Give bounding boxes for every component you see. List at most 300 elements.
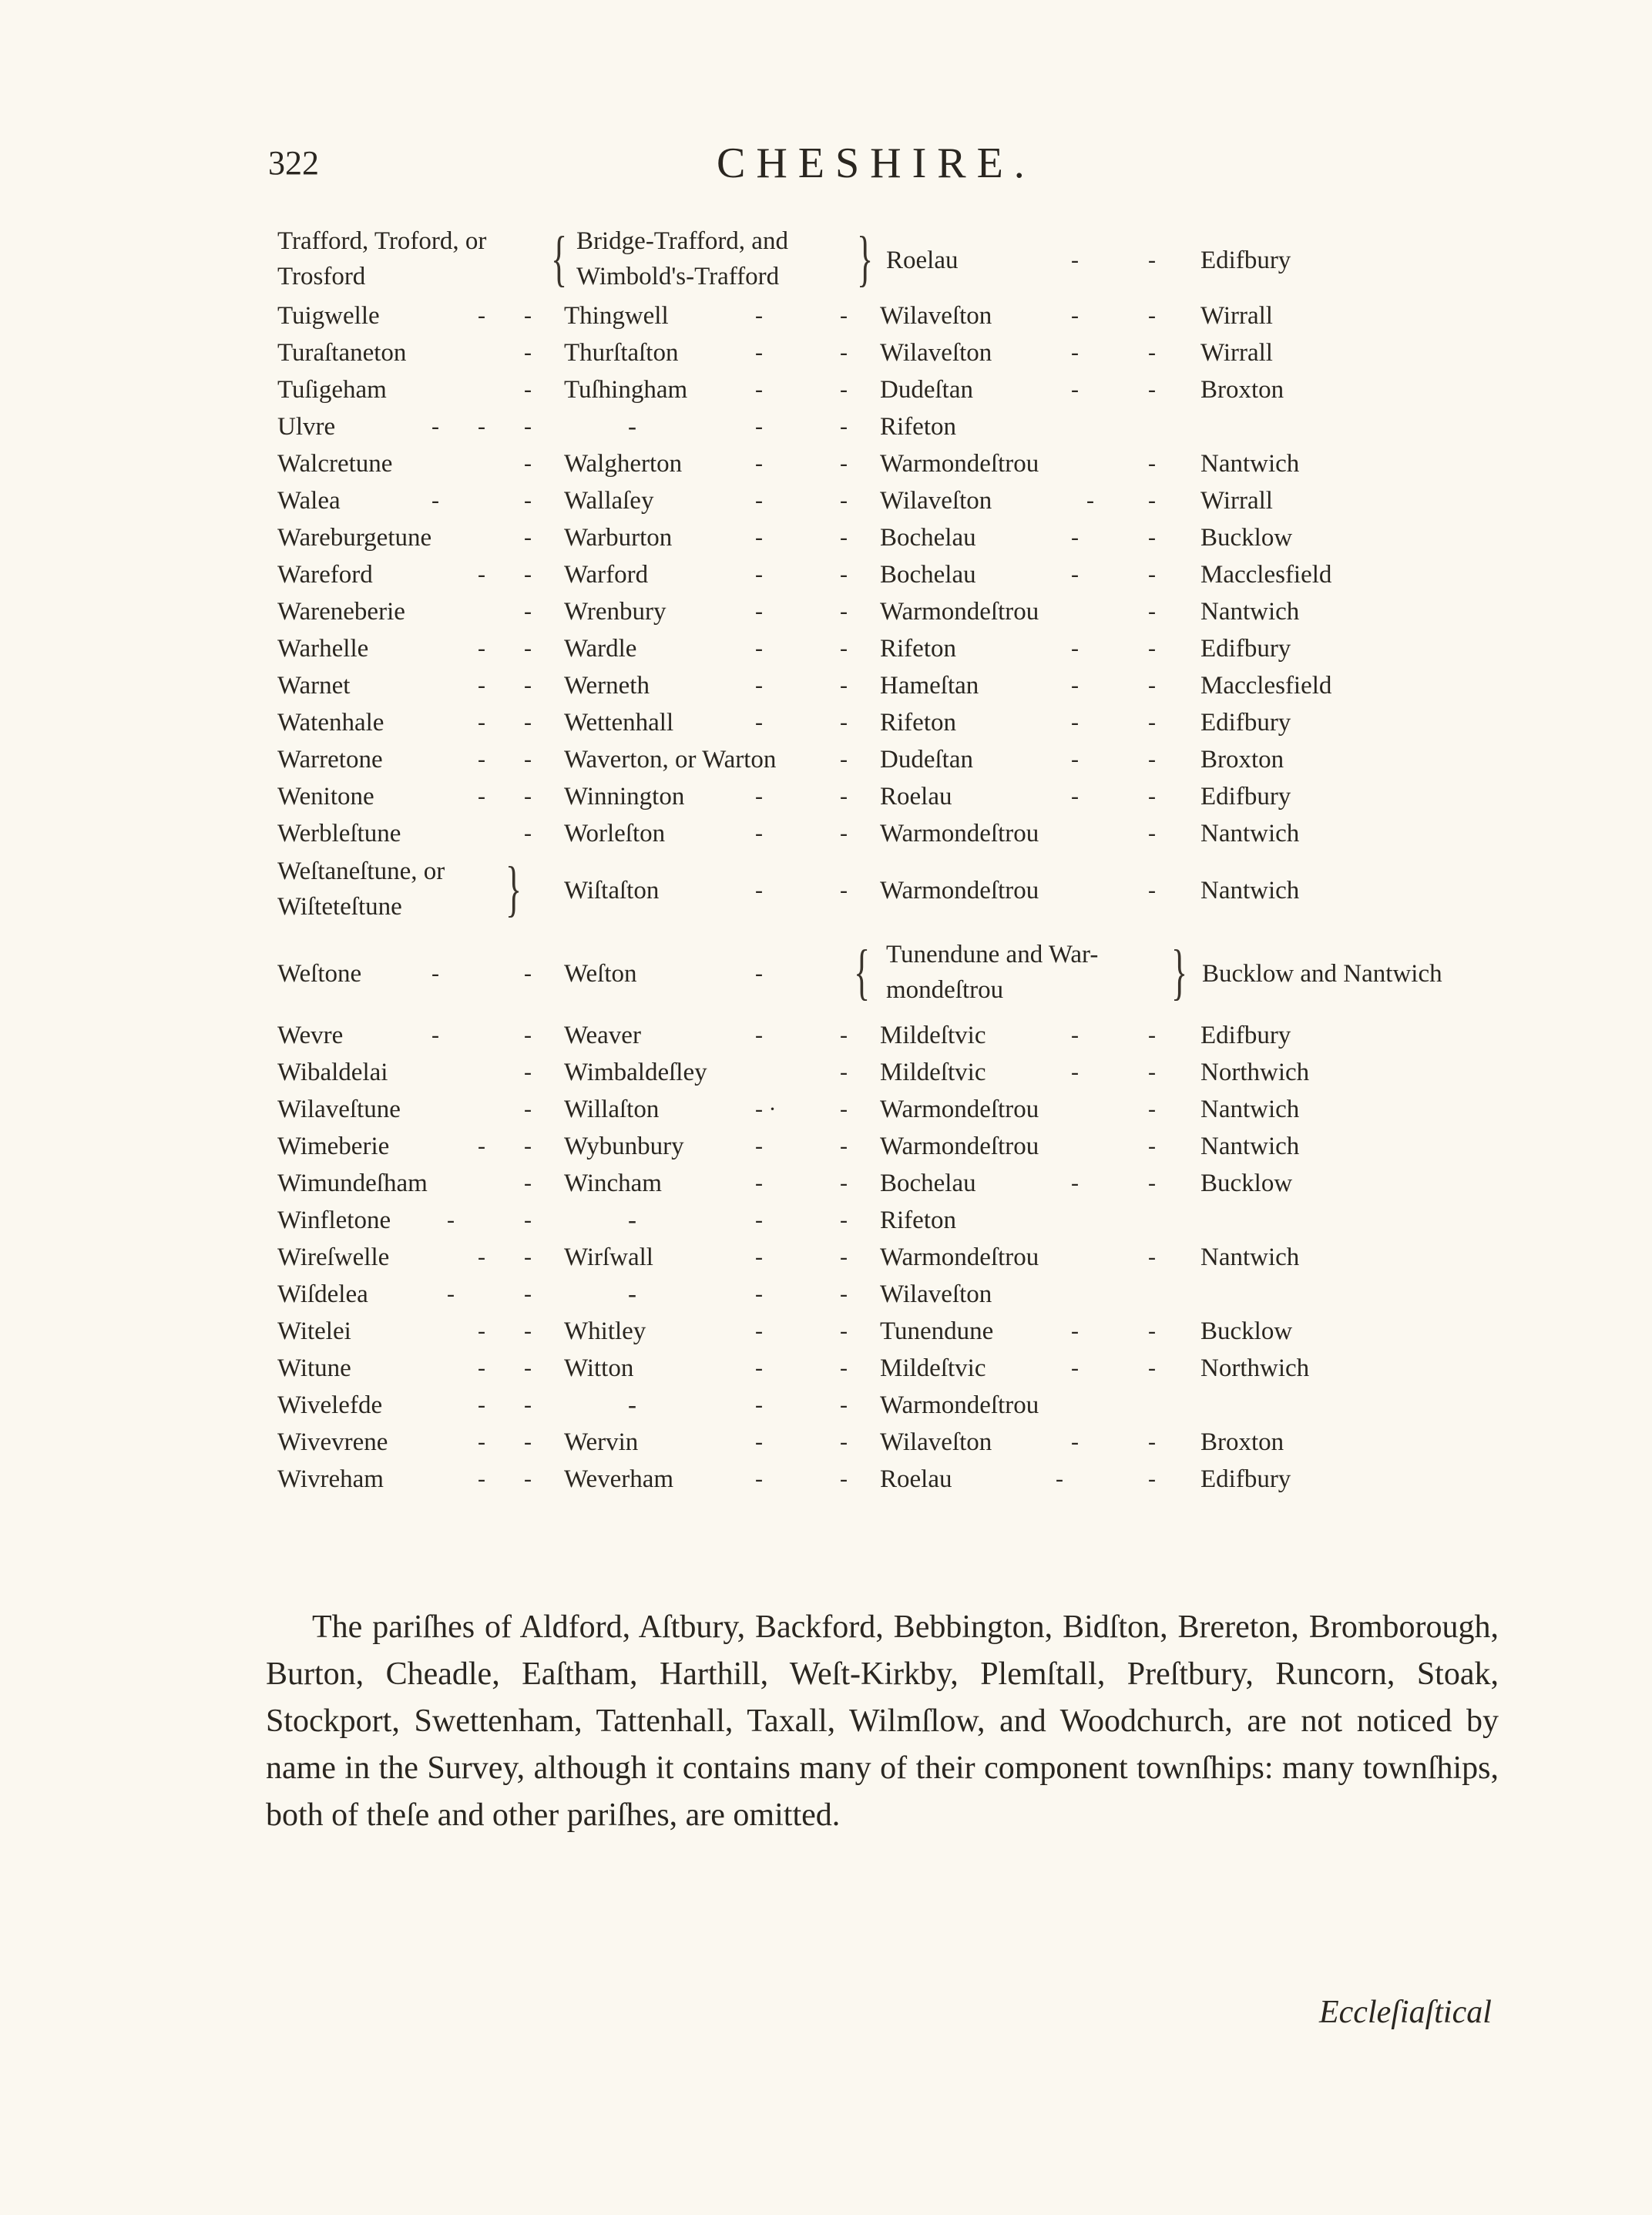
- domesday-name: Warretone: [277, 746, 383, 774]
- leader-dash: -: [840, 747, 848, 772]
- leader-dash: -: [524, 377, 532, 402]
- table-row: [277, 778, 1526, 815]
- leader-dash: -: [840, 821, 848, 846]
- leader-dash: -: [840, 1096, 848, 1122]
- leader-dash: -: [755, 1133, 763, 1159]
- leader-dash: -: [755, 599, 763, 624]
- domesday-name: Werbleſtune: [277, 820, 401, 847]
- leader-dash: -: [755, 377, 763, 402]
- modern-name: Wimbaldeſley: [564, 1059, 707, 1086]
- leader-dash: -: [755, 1281, 763, 1307]
- domesday-name: Wibaldelai: [277, 1059, 388, 1086]
- modern-name: -: [628, 1280, 636, 1308]
- domesday-name: Tuſigeham: [277, 376, 387, 404]
- leader-dash: -: [840, 562, 848, 587]
- leader-dash: -: [755, 1244, 763, 1270]
- hundred: Wilaveſton: [880, 487, 992, 515]
- leader-dash: -: [478, 710, 485, 735]
- domesday-name: Wimundeſham: [277, 1170, 428, 1197]
- leader-dash: -: [840, 303, 848, 328]
- domesday-name: Trafford, Troford, or Trosford: [277, 227, 487, 290]
- leader-dash: -: [1148, 1244, 1156, 1270]
- modern-name: Bridge-Trafford, and Wimbold's-Trafford: [576, 227, 788, 290]
- leader-dash: -: [524, 525, 532, 550]
- leader-dash: -: [478, 1318, 485, 1344]
- leader-dash: -: [755, 1207, 763, 1233]
- modern-name: Winnington: [564, 783, 685, 810]
- table-row: [277, 1239, 1526, 1276]
- domesday-name: Witune: [277, 1354, 351, 1382]
- leader-dash: -: [840, 599, 848, 624]
- leader-dash: -: [524, 1096, 532, 1122]
- modern-name: Waverton, or Warton: [564, 746, 777, 774]
- leader-dash: -: [478, 1355, 485, 1381]
- table-row: [277, 482, 1526, 519]
- leader-dash: -: [524, 414, 532, 439]
- leader-dash: -: [1071, 562, 1079, 587]
- hundred: Mildeſtvic: [880, 1022, 986, 1049]
- hundred: Warmondeſtrou: [880, 1096, 1039, 1123]
- county-division: Edifbury: [1200, 783, 1291, 810]
- table-row: [277, 1054, 1526, 1091]
- domesday-name: Warnet: [277, 672, 351, 700]
- hundred: Bochelau: [880, 1170, 976, 1197]
- page-number: 322: [268, 144, 319, 182]
- domesday-name: Wiſdelea: [277, 1280, 368, 1308]
- leader-dash: -: [1148, 1096, 1156, 1122]
- domesday-name: Wenitone: [277, 783, 374, 810]
- hundred: Tunendune: [880, 1317, 994, 1345]
- leader-dash: -: [478, 784, 485, 809]
- leader-dash: -: [1148, 599, 1156, 624]
- leader-dash: -: [524, 710, 532, 735]
- modern-name: Thurſtaſton: [564, 339, 679, 367]
- leader-dash: -: [755, 1392, 763, 1418]
- domesday-name: Wareburgetune: [277, 524, 432, 552]
- county-division: Macclesfield: [1200, 561, 1332, 589]
- modern-name: Walgherton: [564, 450, 683, 478]
- catchword: Eccleſiaſtical: [1319, 1995, 1492, 2030]
- right-brace-icon: }: [505, 855, 522, 923]
- modern-name: Wincham: [564, 1170, 662, 1197]
- county-division: Macclesfield: [1200, 672, 1332, 700]
- leader-dash: -: [755, 1466, 763, 1492]
- leader-dash: -: [755, 961, 763, 986]
- table-row: [277, 667, 1526, 704]
- leader-dash: -: [1148, 525, 1156, 550]
- leader-dash: -: [1148, 1466, 1156, 1492]
- county-division: Nantwich: [1200, 598, 1300, 626]
- hundred: Roelau: [886, 247, 959, 274]
- hundred: Warmondeſtrou: [880, 820, 1039, 847]
- modern-name: Wiſtaſton: [564, 877, 660, 904]
- hundred: Rifeton: [880, 635, 956, 663]
- leader-dash: -: [755, 414, 763, 439]
- leader-dash: -: [1071, 1318, 1079, 1344]
- modern-name: Wardle: [564, 635, 637, 663]
- leader-dash: -: [840, 1281, 848, 1307]
- leader-dash: -: [431, 1022, 439, 1048]
- county-division: Bucklow: [1200, 1170, 1293, 1197]
- leader-dash: -: [840, 710, 848, 735]
- table-row: [277, 223, 1526, 297]
- leader-dash: -: [524, 1133, 532, 1159]
- leader-dash: -: [1071, 525, 1079, 550]
- county-division: Broxton: [1200, 376, 1284, 404]
- hundred: Warmondeſtrou: [880, 1133, 1039, 1160]
- modern-name: Werneth: [564, 672, 650, 700]
- table-row: [277, 408, 1526, 445]
- table-row: [277, 1313, 1526, 1350]
- domesday-name: Witelei: [277, 1317, 351, 1345]
- table-row: [277, 1165, 1526, 1202]
- left-brace-icon: {: [854, 938, 871, 1006]
- page-header: [0, 139, 1652, 200]
- leader-dash: -: [447, 1281, 455, 1307]
- leader-dash: -: [431, 414, 439, 439]
- leader-dash: -: [1071, 1022, 1079, 1048]
- leader-dash: -: [840, 1318, 848, 1344]
- leader-dash: -: [840, 1133, 848, 1159]
- table-row: [277, 815, 1526, 852]
- leader-dash: -: [524, 1281, 532, 1307]
- leader-dash: -: [524, 1318, 532, 1344]
- leader-dash: -: [1148, 488, 1156, 513]
- leader-dash: -: [478, 1133, 485, 1159]
- leader-dash: -: [840, 1355, 848, 1381]
- table-row: [277, 1202, 1526, 1239]
- leader-dash: -: [755, 451, 763, 476]
- domesday-name: Wevre: [277, 1022, 344, 1049]
- leader-dash: -: [478, 303, 485, 328]
- leader-dash: -: [478, 1244, 485, 1270]
- leader-dash: -: [1071, 636, 1079, 661]
- hundred: Tunendune and War-mondeſtrou: [886, 941, 1099, 1004]
- leader-dash: -: [478, 636, 485, 661]
- domesday-name: Wivreham: [277, 1465, 384, 1493]
- leader-dash: -: [1148, 673, 1156, 698]
- leader-dash: -: [840, 1466, 848, 1492]
- county-division: Nantwich: [1200, 1243, 1300, 1271]
- leader-dash: -: [840, 878, 848, 903]
- modern-name: Wybunbury: [564, 1133, 684, 1160]
- leader-dash: -: [524, 340, 532, 365]
- left-brace-icon: {: [551, 225, 568, 293]
- modern-name: Wettenhall: [564, 709, 674, 737]
- leader-dash: -: [1071, 1429, 1079, 1455]
- leader-dash: -: [840, 1022, 848, 1048]
- county-division: Edifbury: [1200, 1465, 1291, 1493]
- domesday-name: Winfletone: [277, 1207, 391, 1234]
- table-row: [277, 1350, 1526, 1387]
- hundred: Wilaveſton: [880, 1428, 992, 1456]
- domesday-name: Ulvre: [277, 413, 336, 441]
- leader-dash: -: [447, 1207, 455, 1233]
- county-division: Wirrall: [1200, 487, 1273, 515]
- table-row: [277, 1387, 1526, 1424]
- domesday-name: Warhelle: [277, 635, 369, 663]
- leader-dash: -: [478, 1392, 485, 1418]
- hundred: Roelau: [880, 783, 952, 810]
- leader-dash: -: [524, 784, 532, 809]
- leader-dash: -: [524, 451, 532, 476]
- leader-dash: -: [755, 636, 763, 661]
- leader-dash: -: [840, 414, 848, 439]
- domesday-name: Wireſwelle: [277, 1243, 390, 1271]
- table-row: [277, 1017, 1526, 1054]
- modern-name: Warburton: [564, 524, 673, 552]
- modern-name: Willaſton: [564, 1096, 660, 1123]
- county-division: Wirrall: [1200, 302, 1273, 330]
- note-paragraph: The pariſhes of Aldford, Aſtbury, Backford, Bebbington, Bidſton, Brereton, Bromborough, Burton, Cheadle, Eaſtham, Harthill, Weſt-Kirkby, Plemſtall, Preſtbury, Runcorn, Stoak, Stockport, Swettenham, Tattenhall, Taxall, Wilmſlow, and Woodchurch, are not noticed by name in the Survey, although it contains many of their component townſhips: many townſhips, both of theſe and other pariſhes, are omitted.: [266, 1609, 1499, 1833]
- leader-dash: -: [1148, 636, 1156, 661]
- county-division: Northwich: [1200, 1354, 1310, 1382]
- table-row: [277, 704, 1526, 741]
- county-division: Nantwich: [1200, 820, 1300, 847]
- hundred: Warmondeſtrou: [880, 598, 1039, 626]
- leader-dash: -: [1148, 377, 1156, 402]
- leader-dash: -: [1148, 340, 1156, 365]
- leader-dash: -: [755, 1170, 763, 1196]
- modern-name: Weaver: [564, 1022, 641, 1049]
- leader-dash: -: [755, 1318, 763, 1344]
- county-division: Bucklow: [1200, 524, 1293, 552]
- domesday-name: Weſtone: [277, 960, 362, 988]
- table-row: [277, 630, 1526, 667]
- county-division: Bucklow and Nantwich: [1202, 960, 1442, 988]
- leader-dash: -: [1148, 1170, 1156, 1196]
- table-row: [277, 937, 1526, 1011]
- leader-dash: -: [840, 451, 848, 476]
- hundred: Bochelau: [880, 561, 976, 589]
- hundred: Dudeſtan: [880, 376, 973, 404]
- leader-dash: -: [524, 1207, 532, 1233]
- leader-dash: -: [524, 303, 532, 328]
- leader-dash: -: [524, 1429, 532, 1455]
- county-division: Bucklow: [1200, 1317, 1293, 1345]
- modern-name: Thingwell: [564, 302, 669, 330]
- modern-name: Wallaſey: [564, 487, 654, 515]
- modern-name: Warford: [564, 561, 649, 589]
- leader-dash: -: [524, 636, 532, 661]
- leader-dash: -: [1148, 1022, 1156, 1048]
- leader-dash: -: [1071, 247, 1079, 273]
- domesday-name: Turaſtaneton: [277, 339, 407, 367]
- leader-dash: -: [755, 525, 763, 550]
- domesday-name: Wivelefde: [277, 1391, 383, 1419]
- running-title: CHESHIRE.: [717, 139, 1036, 187]
- leader-dash: -: [524, 1244, 532, 1270]
- leader-dash: -: [1071, 673, 1079, 698]
- hundred: Mildeſtvic: [880, 1059, 986, 1086]
- leader-dash: -: [840, 488, 848, 513]
- table-row: [277, 556, 1526, 593]
- table-row: [277, 445, 1526, 482]
- modern-name: Weverham: [564, 1465, 674, 1493]
- leader-dash: -: [1148, 303, 1156, 328]
- hundred: Warmondeſtrou: [880, 1243, 1039, 1271]
- leader-dash: -: [1148, 247, 1156, 273]
- modern-name: -: [628, 413, 636, 441]
- leader-dash: -: [1148, 1355, 1156, 1381]
- hundred: Roelau: [880, 1465, 952, 1493]
- county-division: Broxton: [1200, 1428, 1284, 1456]
- leader-dash: -: [1148, 784, 1156, 809]
- table-row: [277, 1424, 1526, 1461]
- county-division: Edifbury: [1200, 1022, 1291, 1049]
- leader-dash: - ·: [755, 1096, 777, 1122]
- modern-name: -: [628, 1391, 636, 1419]
- modern-name: Wirſwall: [564, 1243, 653, 1271]
- county-division: Nantwich: [1200, 450, 1300, 478]
- leader-dash: -: [1071, 377, 1079, 402]
- hundred: Hameſtan: [880, 672, 979, 700]
- leader-dash: -: [524, 1392, 532, 1418]
- leader-dash: -: [524, 1059, 532, 1085]
- leader-dash: -: [1148, 878, 1156, 903]
- domesday-name: Wivevrene: [277, 1428, 388, 1456]
- modern-name: Witton: [564, 1354, 634, 1382]
- hundred: Warmondeſtrou: [880, 450, 1039, 478]
- leader-dash: -: [840, 784, 848, 809]
- county-division: Edifbury: [1200, 635, 1291, 663]
- domesday-name: Weſtaneſtune, or Wiſteteſtune: [277, 857, 445, 921]
- hundred: Wilaveſton: [880, 302, 992, 330]
- table-row: [277, 371, 1526, 408]
- leader-dash: -: [1148, 747, 1156, 772]
- leader-dash: -: [524, 562, 532, 587]
- leader-dash: -: [478, 1429, 485, 1455]
- modern-name: Weſton: [564, 960, 637, 988]
- leader-dash: -: [1086, 488, 1094, 513]
- leader-dash: -: [524, 1466, 532, 1492]
- leader-dash: -: [478, 747, 485, 772]
- leader-dash: -: [840, 1392, 848, 1418]
- leader-dash: -: [524, 1355, 532, 1381]
- county-division: Edifbury: [1200, 709, 1291, 737]
- leader-dash: -: [840, 525, 848, 550]
- leader-dash: -: [755, 1429, 763, 1455]
- leader-dash: -: [478, 673, 485, 698]
- domesday-name: Wareford: [277, 561, 373, 589]
- hundred: Rifeton: [880, 709, 956, 737]
- leader-dash: -: [840, 1207, 848, 1233]
- domesday-name: Tuigwelle: [277, 302, 380, 330]
- leader-dash: -: [840, 377, 848, 402]
- leader-dash: -: [1071, 303, 1079, 328]
- hundred: Mildeſtvic: [880, 1354, 986, 1382]
- table-row: [277, 519, 1526, 556]
- county-division: Nantwich: [1200, 1133, 1300, 1160]
- leader-dash: -: [840, 340, 848, 365]
- domesday-name: Walcretune: [277, 450, 393, 478]
- leader-dash: -: [840, 1170, 848, 1196]
- leader-dash: -: [755, 340, 763, 365]
- leader-dash: -: [478, 414, 485, 439]
- hundred: Warmondeſtrou: [880, 877, 1039, 904]
- leader-dash: -: [524, 488, 532, 513]
- domesday-name: Wareneberie: [277, 598, 405, 626]
- leader-dash: -: [755, 562, 763, 587]
- leader-dash: -: [431, 961, 439, 986]
- modern-name: Tuſhingham: [564, 376, 688, 404]
- leader-dash: -: [755, 878, 763, 903]
- leader-dash: -: [755, 821, 763, 846]
- table-row: [277, 1128, 1526, 1165]
- table-row: [277, 1091, 1526, 1128]
- leader-dash: -: [1148, 1059, 1156, 1085]
- table-row: [277, 593, 1526, 630]
- leader-dash: -: [524, 961, 532, 986]
- leader-dash: -: [1056, 1466, 1063, 1492]
- leader-dash: -: [1071, 747, 1079, 772]
- leader-dash: -: [1148, 1133, 1156, 1159]
- hundred: Wilaveſton: [880, 339, 992, 367]
- leader-dash: -: [755, 710, 763, 735]
- county-division: Nantwich: [1200, 1096, 1300, 1123]
- hundred: Warmondeſtrou: [880, 1391, 1039, 1419]
- hundred: Bochelau: [880, 524, 976, 552]
- leader-dash: -: [1071, 784, 1079, 809]
- domesday-name: Walea: [277, 487, 341, 515]
- county-division: Nantwich: [1200, 877, 1300, 904]
- county-division: Northwich: [1200, 1059, 1310, 1086]
- hundred: Rifeton: [880, 1207, 956, 1234]
- leader-dash: -: [1071, 710, 1079, 735]
- leader-dash: -: [840, 1244, 848, 1270]
- domesday-name: Wimeberie: [277, 1133, 390, 1160]
- table-row: [277, 297, 1526, 334]
- leader-dash: -: [1148, 821, 1156, 846]
- leader-dash: -: [478, 1466, 485, 1492]
- hundred: Wilaveſton: [880, 1280, 992, 1308]
- leader-dash: -: [840, 1429, 848, 1455]
- table-row: [277, 334, 1526, 371]
- domesday-name: Wilaveſtune: [277, 1096, 401, 1123]
- modern-name: -: [628, 1207, 636, 1234]
- county-division: Edifbury: [1200, 247, 1291, 274]
- leader-dash: -: [431, 488, 439, 513]
- leader-dash: -: [755, 303, 763, 328]
- leader-dash: -: [1148, 562, 1156, 587]
- leader-dash: -: [524, 747, 532, 772]
- leader-dash: -: [1071, 1355, 1079, 1381]
- leader-dash: -: [524, 1022, 532, 1048]
- leader-dash: -: [840, 636, 848, 661]
- hundred: Dudeſtan: [880, 746, 973, 774]
- leader-dash: -: [524, 821, 532, 846]
- table-row: [277, 1276, 1526, 1313]
- leader-dash: -: [755, 1022, 763, 1048]
- modern-name: Wrenbury: [564, 598, 667, 626]
- county-division: Broxton: [1200, 746, 1284, 774]
- leader-dash: -: [1148, 1318, 1156, 1344]
- modern-name: Wervin: [564, 1428, 639, 1456]
- leader-dash: -: [840, 1059, 848, 1085]
- modern-name: Worleſton: [564, 820, 666, 847]
- county-division: Wirrall: [1200, 339, 1273, 367]
- right-brace-icon: }: [1171, 938, 1188, 1006]
- hundred: Rifeton: [880, 413, 956, 441]
- leader-dash: -: [1071, 1059, 1079, 1085]
- leader-dash: -: [755, 673, 763, 698]
- leader-dash: -: [524, 673, 532, 698]
- domesday-name: Watenhale: [277, 709, 384, 737]
- table-row: [277, 1461, 1526, 1498]
- modern-name: Whitley: [564, 1317, 646, 1345]
- right-brace-icon: }: [857, 225, 874, 293]
- leader-dash: -: [755, 488, 763, 513]
